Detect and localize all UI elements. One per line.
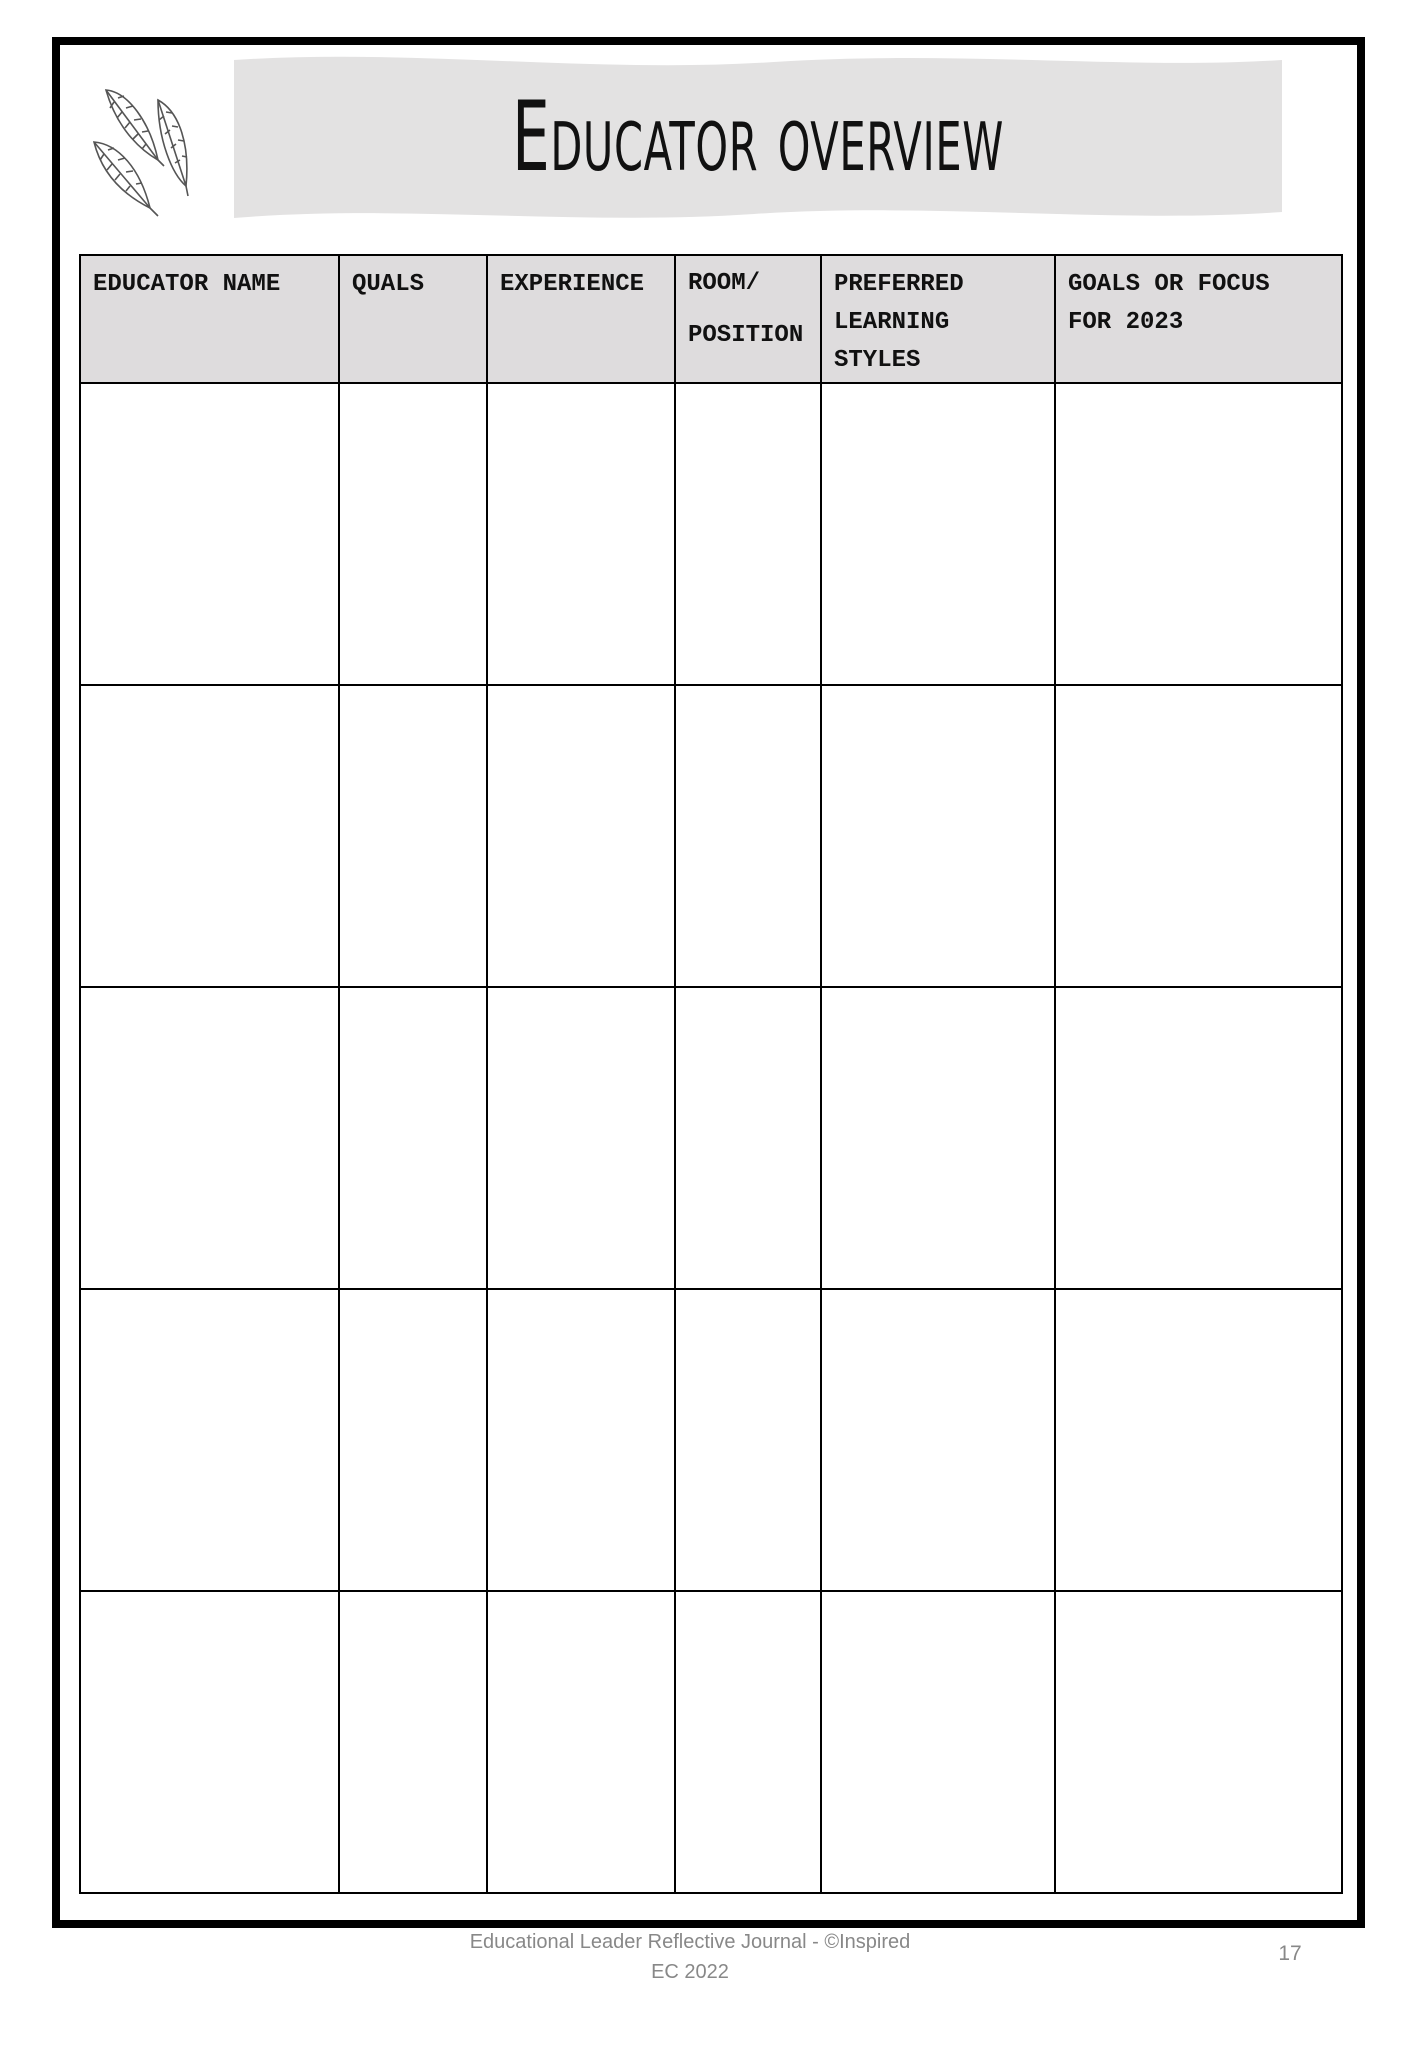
table-row [80,685,1342,987]
table-cell[interactable] [80,383,339,685]
table-cell[interactable] [675,685,821,987]
table-cell[interactable] [487,1591,675,1893]
table-row [80,1289,1342,1591]
table-cell[interactable] [821,685,1055,987]
table-cell[interactable] [487,1289,675,1591]
footer-line-1: Educational Leader Reflective Journal - ©Inspired [469,1931,911,1953]
table-cell[interactable] [80,685,339,987]
table-cell[interactable] [821,383,1055,685]
table-cell[interactable] [1055,383,1342,685]
header-experience: EXPERIENCE [487,255,675,383]
table-row [80,1591,1342,1893]
table-cell[interactable] [1055,987,1342,1289]
footer-line-2: EC 2022 [651,1961,729,1983]
table-cell[interactable] [821,1289,1055,1591]
table-cell[interactable] [339,1289,487,1591]
feather-leaves-icon [88,82,218,222]
table-cell[interactable] [339,383,487,685]
header-quals: QUALS [339,255,487,383]
table-cell[interactable] [487,685,675,987]
table-cell[interactable] [339,987,487,1289]
table-cell[interactable] [821,1591,1055,1893]
table-cell[interactable] [487,987,675,1289]
table-cell[interactable] [339,685,487,987]
table-cell[interactable] [675,987,821,1289]
table-cell[interactable] [821,987,1055,1289]
table-cell[interactable] [80,1289,339,1591]
table-cell[interactable] [675,1289,821,1591]
table-cell[interactable] [675,383,821,685]
table-cell[interactable] [675,1591,821,1893]
table-header-row [80,255,1342,383]
header-room-position: ROOM/ POSITION [675,255,821,383]
table-cell[interactable] [1055,1591,1342,1893]
table-cell[interactable] [1055,685,1342,987]
page-number: 17 [1278,1942,1302,1965]
table-cell[interactable] [487,383,675,685]
header-educator-name: EDUCATOR NAME [80,255,339,383]
table-row [80,987,1342,1289]
educator-overview-table [79,254,1343,1894]
table-row [80,383,1342,685]
footer [440,1927,940,1987]
page-title: Educator overview [512,81,1004,193]
table-cell[interactable] [339,1591,487,1893]
table-cell[interactable] [80,987,339,1289]
table-cell[interactable] [80,1591,339,1893]
header-preferred-learning-styles: PREFERRED LEARNING STYLES [821,255,1055,383]
header-goals-focus: GOALS OR FOCUS FOR 2023 [1055,255,1342,383]
table-cell[interactable] [1055,1289,1342,1591]
